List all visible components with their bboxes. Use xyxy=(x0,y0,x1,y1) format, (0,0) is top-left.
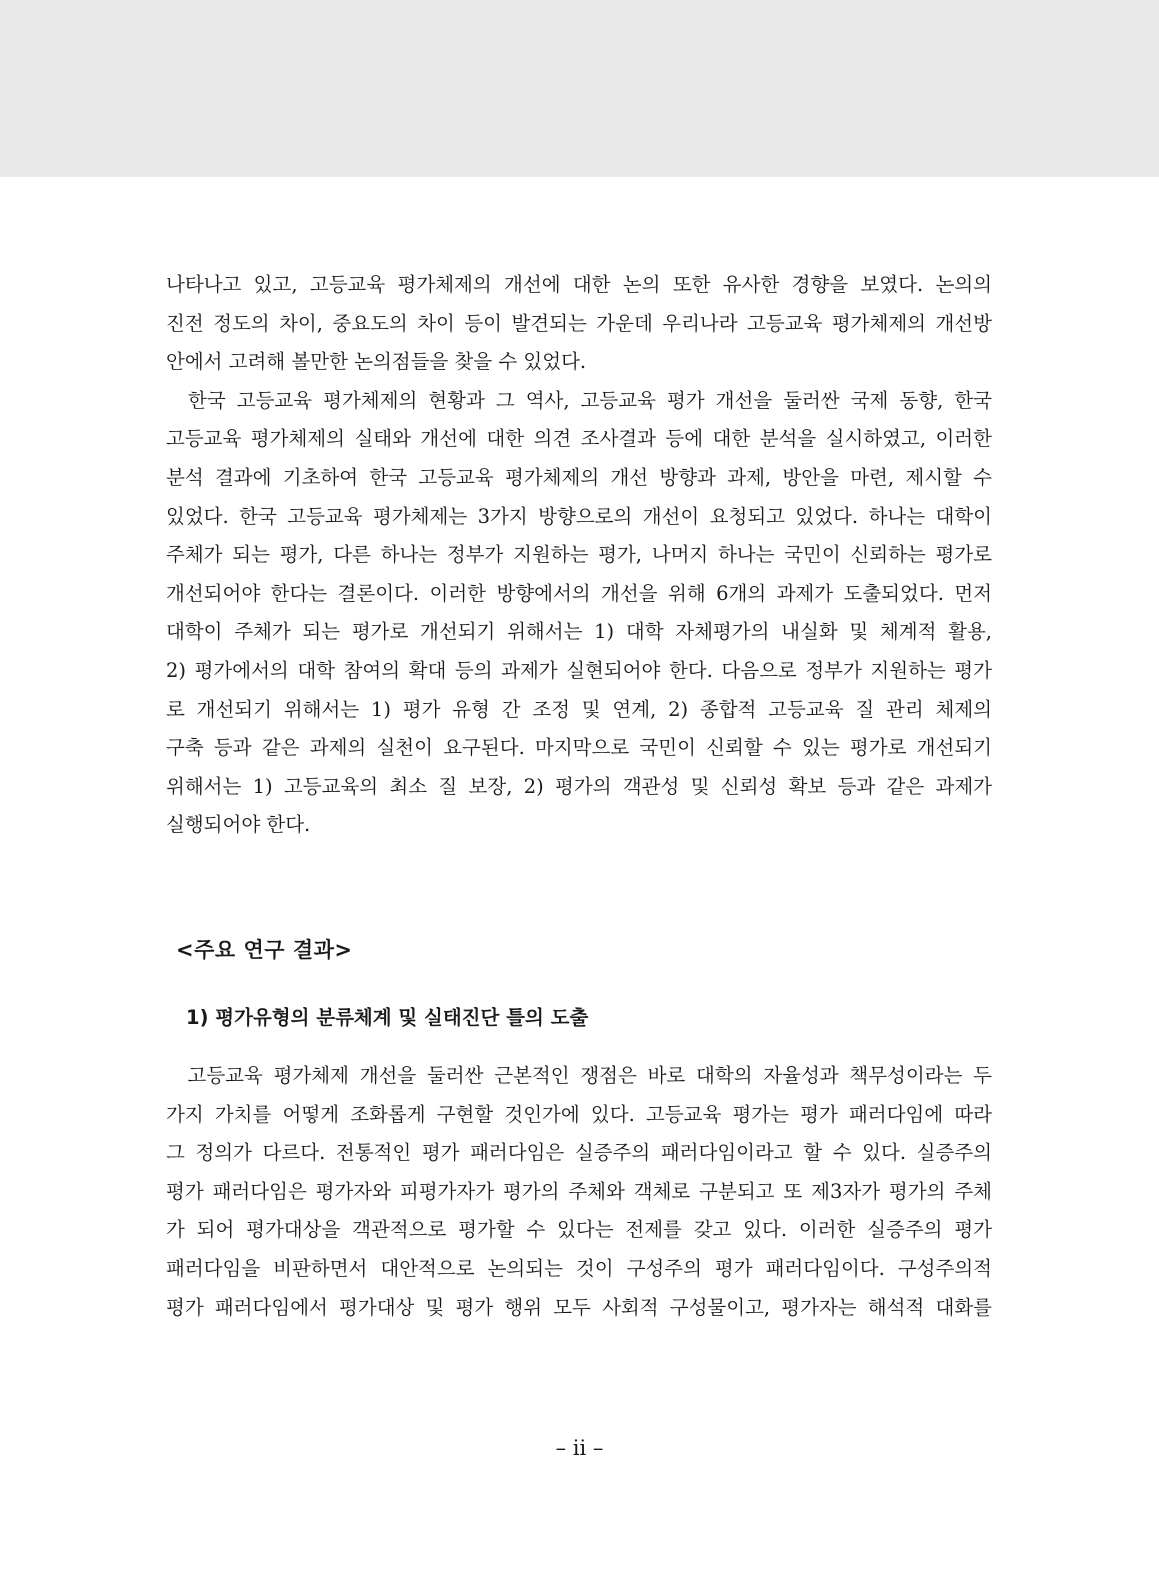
paragraph-2-line: 실행되어야 한다. xyxy=(166,813,311,837)
paragraph-1-line: 진전 정도의 차이, 중요도의 차이 등이 발견되는 가운데 우리나라 고등교육 평가체제의 개선방 xyxy=(166,311,992,335)
paragraph-2-line: 대학이 주체가 되는 평가로 개선되기 위해서는 1) 대학 자체평가의 내실화 및 체계적 활용, xyxy=(166,620,992,644)
sub-heading: 1) 평가유형의 분류체계 및 실태진단 틀의 도출 xyxy=(186,1006,589,1029)
paragraph-2-line: 있었다. 한국 고등교육 평가체제는 3가지 방향으로의 개선이 요청되고 있었다. 하나는 대학이 xyxy=(166,504,992,528)
paragraph-2-line: 2) 평가에서의 대학 참여의 확대 등의 과제가 실현되어야 한다. 다음으로 정부가 지원하는 평가 xyxy=(166,658,992,682)
paragraph-3-line: 가 되어 평가대상을 객관적으로 평가할 수 있다는 전제를 갖고 있다. 이러한 실증주의 평가 xyxy=(166,1218,992,1242)
header-band xyxy=(0,0,1159,177)
paragraph-3-line: 그 정의가 다르다. 전통적인 평가 패러다임은 실증주의 패러다임이라고 할 수 있다. 실증주의 xyxy=(166,1141,992,1165)
paragraph-3-line: 평가 패러다임에서 평가대상 및 평가 행위 모두 사회적 구성물이고, 평가자는 해석적 대화를 xyxy=(166,1295,992,1319)
paragraph-2-line: 개선되어야 한다는 결론이다. 이러한 방향에서의 개선을 위해 6개의 과제가 도출되었다. 먼저 xyxy=(166,581,992,605)
paragraph-2-line: 고등교육 평가체제의 실태와 개선에 대한 의견 조사결과 등에 대한 분석을 실시하였고, 이러한 xyxy=(166,427,992,451)
section-heading: <주요 연구 결과> xyxy=(176,938,353,962)
paragraph-2-line: 로 개선되기 위해서는 1) 평가 유형 간 조정 및 연계, 2) 종합적 고등교육 질 관리 체제의 xyxy=(166,697,992,721)
paragraph-1-line: 안에서 고려해 볼만한 논의점들을 찾을 수 있었다. xyxy=(166,350,587,374)
paragraph-2-line: 분석 결과에 기초하여 한국 고등교육 평가체제의 개선 방향과 과제, 방안을 마련, 제시할 수 xyxy=(166,465,992,489)
paragraph-2-line: 한국 고등교육 평가체제의 현황과 그 역사, 고등교육 평가 개선을 둘러싼 국제 동향, 한국 xyxy=(166,388,992,412)
paragraph-3-line: 가지 가치를 어떻게 조화롭게 구현할 것인가에 있다. 고등교육 평가는 평가 패러다임에 따라 xyxy=(166,1102,992,1126)
paragraph-2-line: 주체가 되는 평가, 다른 하나는 정부가 지원하는 평가, 나머지 하나는 국민이 신뢰하는 평가로 xyxy=(166,543,992,567)
paragraph-3-line: 패러다임을 비판하면서 대안적으로 논의되는 것이 구성주의 평가 패러다임이다. 구성주의적 xyxy=(166,1256,992,1280)
paragraph-2-line: 위해서는 1) 고등교육의 최소 질 보장, 2) 평가의 객관성 및 신뢰성 확보 등과 같은 과제가 xyxy=(166,774,992,798)
paragraph-1-line: 나타나고 있고, 고등교육 평가체제의 개선에 대한 논의 또한 유사한 경향을 보였다. 논의의 xyxy=(166,273,992,296)
paragraph-3-line: 평가 패러다임은 평가자와 피평가자가 평가의 주체와 객체로 구분되고 또 제3자가 평가의 주체 xyxy=(166,1179,992,1203)
body-text-top xyxy=(166,266,992,845)
page-number: – ii – xyxy=(555,1436,604,1460)
paragraph-3-line: 고등교육 평가체제 개선을 둘러싼 근본적인 쟁점은 바로 대학의 자율성과 책무성이라는 두 xyxy=(166,1064,992,1087)
paragraph-2-line: 구축 등과 같은 과제의 실천이 요구된다. 마지막으로 국민이 신뢰할 수 있는 평가로 개선되기 xyxy=(166,736,992,760)
body-text-bottom xyxy=(166,1057,992,1327)
